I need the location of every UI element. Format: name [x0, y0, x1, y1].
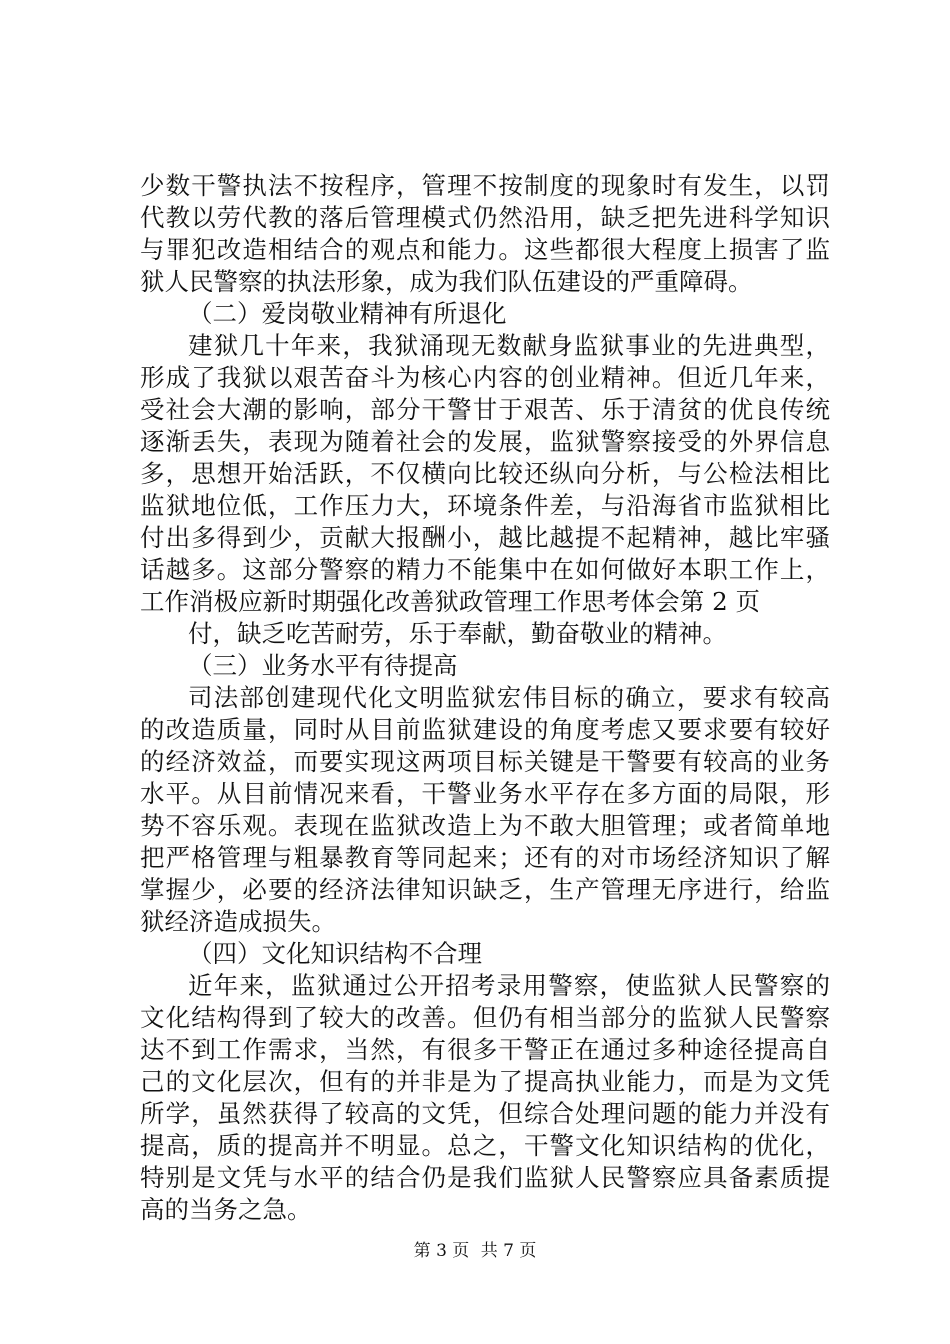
text-line: 付，缺乏吃苦耐劳，乐于奉献，勤奋敬业的精神。: [188, 619, 727, 648]
text-line: 掌握少，必要的经济法律知识缺乏，生产管理无序进行，给监: [140, 875, 830, 904]
text-line: 与罪犯改造相结合的观点和能力。这些都很大程度上损害了监: [140, 235, 830, 264]
text-line: 文化结构得到了较大的改善。但仍有相当部分的监狱人民警察: [140, 1003, 830, 1032]
section-heading: （三）业务水平有待提高: [188, 651, 458, 680]
text-line: 形成了我狱以艰苦奋斗为核心内容的创业精神。但近几年来，: [140, 363, 830, 392]
paragraph-first-line: 建狱几十年来，我狱涌现无数献身监狱事业的先进典型，: [188, 331, 830, 360]
text-line: 达不到工作需求，当然，有很多干警正在通过多种途径提高自: [140, 1035, 830, 1064]
text-line: 高的当务之急。: [140, 1195, 312, 1224]
text-line: 少数干警执法不按程序，管理不按制度的现象时有发生，以罚: [140, 171, 830, 200]
text-line: 多，思想开始活跃，不仅横向比较还纵向分析，与公检法相比: [140, 459, 830, 488]
text-line: 狱人民警察的执法形象，成为我们队伍建设的严重障碍。: [140, 267, 753, 296]
text-line: 把严格管理与粗暴教育等同起来；还有的对市场经济知识了解: [140, 843, 830, 872]
section-heading: （二）爱岗敬业精神有所退化: [188, 299, 507, 328]
text-line: 监狱地位低，工作压力大，环境条件差，与沿海省市监狱相比: [140, 491, 830, 520]
text-line: 所学，虽然获得了较高的文凭，但综合处理问题的能力并没有: [140, 1099, 830, 1128]
text-line: 代教以劳代教的落后管理模式仍然沿用，缺乏把先进科学知识: [140, 203, 830, 232]
text-line: 水平。从目前情况来看，干警业务水平存在多方面的局限，形: [140, 779, 830, 808]
paragraph-first-line: 司法部创建现代化文明监狱宏伟目标的确立，要求有较高: [188, 683, 830, 712]
text-line: 受社会大潮的影响，部分干警甘于艰苦、乐于清贫的优良传统: [140, 395, 830, 424]
text-line: 的经济效益，而要实现这两项目标关键是干警要有较高的业务: [140, 747, 830, 776]
text-line: 狱经济造成损失。: [140, 907, 336, 936]
text-line: 提高，质的提高并不明显。总之，干警文化知识结构的优化，: [140, 1131, 830, 1160]
text-line: 工作消极应新时期强化改善狱政管理工作思考体会第 2 页: [140, 587, 760, 616]
page-total: 共 7 页: [480, 1241, 537, 1261]
paragraph-first-line: 近年来，监狱通过公开招考录用警察，使监狱人民警察的: [188, 971, 830, 1000]
page-footer: [0, 1240, 950, 1262]
text-line: 逐渐丢失，表现为随着社会的发展，监狱警察接受的外界信息: [140, 427, 830, 456]
section-heading: （四）文化知识结构不合理: [188, 939, 482, 968]
text-line: 己的文化层次，但有的并非是为了提高执业能力，而是为文凭: [140, 1067, 830, 1096]
text-line: 特别是文凭与水平的结合仍是我们监狱人民警察应具备素质提: [140, 1163, 830, 1192]
text-line: 话越多。这部分警察的精力不能集中在如何做好本职工作上，: [140, 555, 830, 584]
page-number: 第 3 页: [413, 1241, 470, 1261]
text-line: 势不容乐观。表现在监狱改造上为不敢大胆管理；或者简单地: [140, 811, 830, 840]
text-line: 付出多得到少，贡献大报酬小，越比越提不起精神，越比牢骚: [140, 523, 830, 552]
text-line: 的改造质量，同时从目前监狱建设的角度考虑又要求要有较好: [140, 715, 830, 744]
